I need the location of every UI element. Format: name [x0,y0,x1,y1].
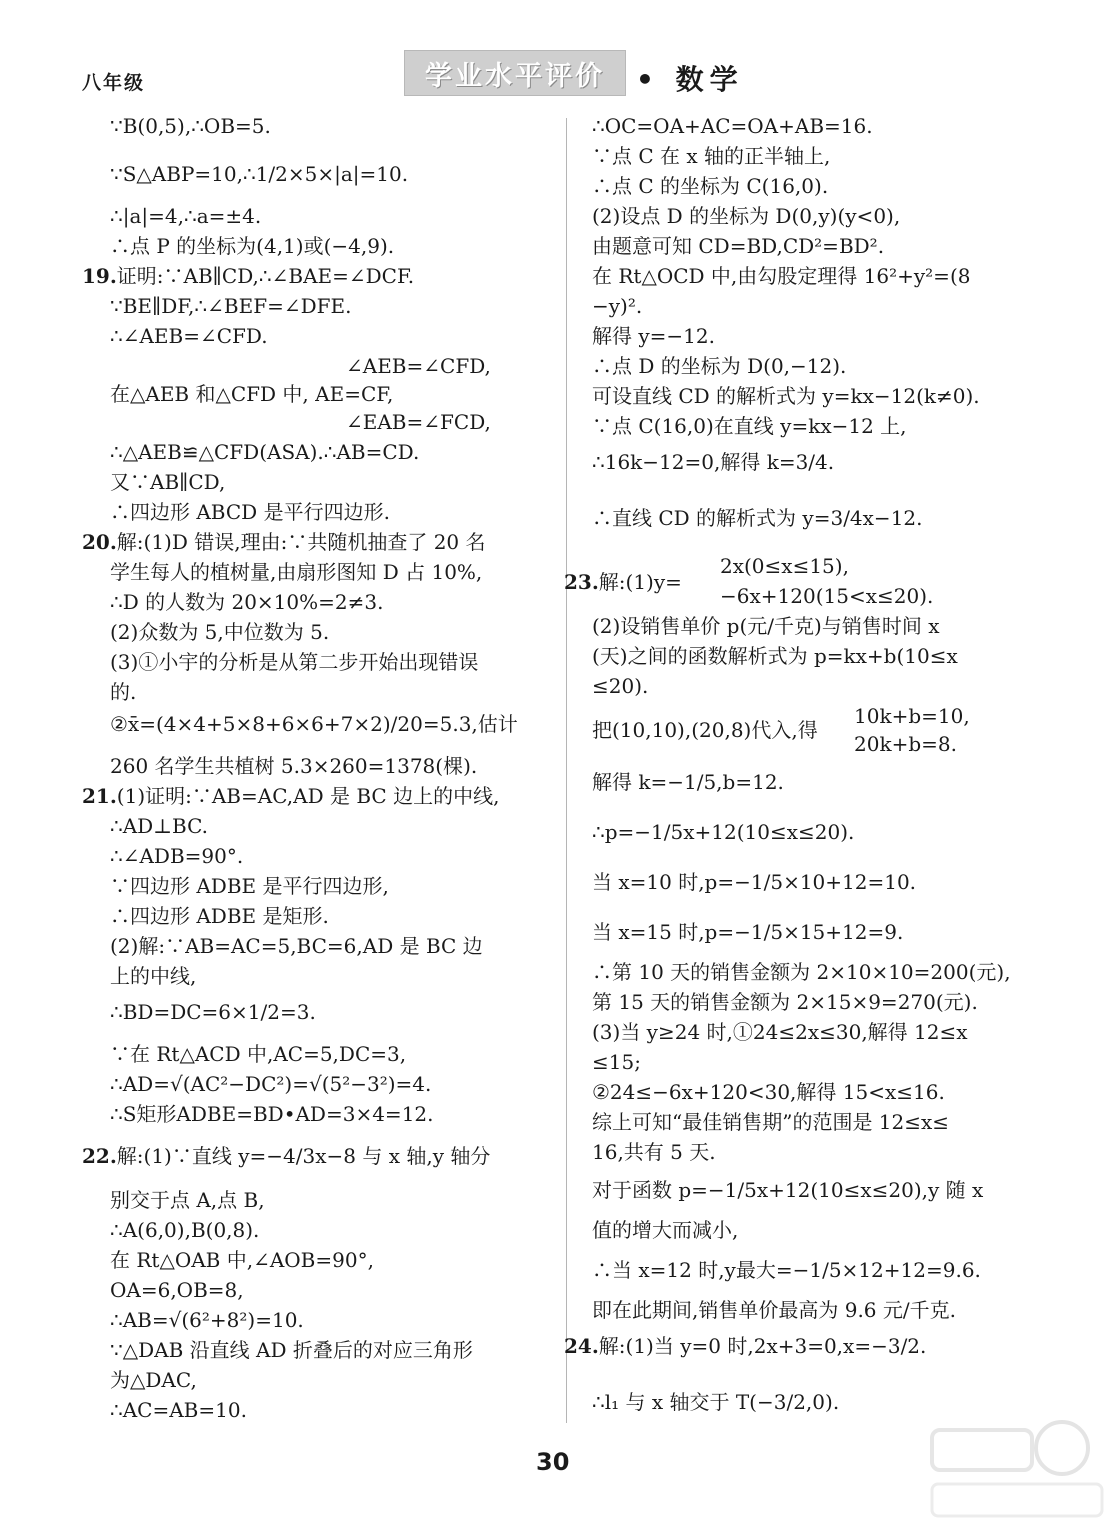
text-line [592,202,900,230]
column-divider [566,118,567,1423]
question-number: 19. [82,264,117,288]
line-text: 学生每人的植树量,由扇形图知 D 占 10%, [110,560,483,584]
line-text: ∴AB=√(6²+8²)=10. [110,1308,304,1332]
line-text: ∴p=−1/5x+12(10≤x≤20). [592,820,855,844]
question-number: 23. [564,570,599,594]
text-line [110,292,351,320]
line-text: ∵S△ABP=10,∴1/2×5×|a|=10. [110,162,409,186]
line-text: ∴S矩形ADBE=BD•AD=3×4=12. [110,1102,434,1126]
line-text: (2)设销售单价 p(元/千克)与销售时间 x [592,614,940,638]
text-line [110,932,483,960]
text-line [110,902,329,930]
line-text: ∴四边形 ADBE 是矩形. [110,904,329,928]
line-text: 10k+b=10, [854,704,970,728]
line-text: 解得 k=−1/5,b=12. [592,770,784,794]
text-line [592,1256,981,1284]
line-text: ∴点 P 的坐标为(4,1)或(−4,9). [110,234,395,258]
text-line [110,1040,406,1068]
text-line [82,1142,490,1170]
question-number: 20. [82,530,117,554]
text-line [592,412,907,440]
text-line [110,202,261,230]
text-line [110,112,271,140]
text-line [720,552,849,580]
text-line [592,672,648,700]
text-line [592,352,846,380]
line-text: ∴△AEB≌△CFD(ASA).∴AB=CD. [110,440,420,464]
line-text: ∵四边形 ADBE 是平行四边形, [110,874,389,898]
text-line [592,958,1011,986]
text-line [592,716,818,744]
question-number: 24. [564,1334,599,1358]
text-line [592,382,980,410]
line-text: −y)². [592,294,643,318]
line-text: ∴点 C 的坐标为 C(16,0). [592,174,829,198]
line-text: 为△DAC, [110,1368,197,1392]
text-line [854,702,970,730]
line-text: 由题意可知 CD=BD,CD²=BD². [592,234,885,258]
question-number: 22. [82,1144,117,1168]
text-line [564,1332,926,1360]
text-line [110,812,208,840]
text-line [110,998,316,1026]
line-text: 20k+b=8. [854,732,957,756]
text-line [82,782,499,810]
text-line [592,1108,949,1136]
line-text: 综上可知“最佳销售期”的范围是 12≤x≤ [592,1110,950,1134]
text-line [110,1186,265,1214]
text-line [592,448,834,476]
text-line [346,408,491,436]
text-line [82,262,414,290]
line-text: 值的增大而减小, [592,1218,739,1242]
line-text: 2x(0≤x≤15), [720,554,849,578]
line-text: 解:(1)∵直线 y=−4/3x−8 与 x 轴,y 轴分 [116,1144,491,1168]
line-text: ∴l₁ 与 x 轴交于 T(−3/2,0). [592,1390,840,1414]
question-number: 21. [82,784,117,808]
line-text: ∵点 C 在 x 轴的正半轴上, [592,144,831,168]
line-text: 当 x=15 时,p=−1/5×15+12=9. [592,920,904,944]
line-text: 解:(1)当 y=0 时,2x+3=0,x=−3/2. [598,1334,927,1358]
line-text: ∴第 10 天的销售金额为 2×10×10=200(元), [592,960,1011,984]
text-line [592,1018,968,1046]
line-text: 16,共有 5 天. [592,1140,716,1164]
text-line [592,1388,839,1416]
grade-label: 八年级 [82,72,146,94]
line-text: ∴直线 CD 的解析式为 y=3/4x−12. [592,506,923,530]
line-text: ∵点 C(16,0)在直线 y=kx−12 上, [592,414,907,438]
text-line [854,730,957,758]
text-line [564,568,682,596]
line-text: 260 名学生共植树 5.3×260=1378(棵). [110,754,478,778]
line-text: ∴A(6,0),B(0,8). [110,1218,260,1242]
text-line [592,322,715,350]
line-text: 又∵AB∥CD, [110,470,226,494]
line-text: (2)解:∵AB=AC=5,BC=6,AD 是 BC 边 [110,934,483,958]
text-line [110,380,393,408]
text-line [110,872,389,900]
text-line [110,710,518,738]
watermark-logo-icon [912,1408,1112,1528]
text-line [110,842,243,870]
line-text: 解:(1)D 错误,理由:∵共随机抽查了 20 名 [116,530,486,554]
text-line [110,322,268,350]
line-text: ∴∠ADB=90°. [110,844,244,868]
text-line [82,528,486,556]
line-text: ∴D 的人数为 20×10%=2≠3. [110,590,384,614]
line-text: (天)之间的函数解析式为 p=kx+b(10≤x [592,644,958,668]
line-text: ②24≤−6x+120<30,解得 15<x≤16. [592,1080,945,1104]
text-line [110,618,329,646]
line-text: 当 x=10 时,p=−1/5×10+12=10. [592,870,917,894]
text-line [592,768,784,796]
line-text: ∴BD=DC=6×1/2=3. [110,1000,316,1024]
line-text: ∴∠AEB=∠CFD. [110,324,268,348]
line-text: ∴AD⊥BC. [110,814,209,838]
line-text: 对于函数 p=−1/5x+12(10≤x≤20),y 随 x [592,1178,984,1202]
line-text: ∴四边形 ABCD 是平行四边形. [110,500,390,524]
text-line [110,1336,473,1364]
text-line [592,292,642,320]
text-line [110,1306,304,1334]
line-text: ∴16k−12=0,解得 k=3/4. [592,450,835,474]
text-line [110,1070,431,1098]
line-text: ∴|a|=4,∴a=±4. [110,204,262,228]
line-text: 即在此期间,销售单价最高为 9.6 元/千克. [592,1298,956,1322]
text-line [592,1216,738,1244]
line-text: 第 15 天的销售金额为 2×15×9=270(元). [592,990,978,1014]
text-line [592,918,903,946]
text-line [110,1100,434,1128]
text-line [110,1366,197,1394]
text-line [592,262,970,290]
text-line [592,988,978,1016]
line-text: 证明:∵AB∥CD,∴∠BAE=∠DCF. [116,264,415,288]
line-text: 把(10,10),(20,8)代入,得 [592,718,818,742]
text-line [592,612,939,640]
text-line [110,1216,259,1244]
text-line [110,468,225,496]
text-line [592,112,873,140]
line-text: ∵BE∥DF,∴∠BEF=∠DFE. [110,294,352,318]
line-text: −6x+120(15<x≤20). [720,584,934,608]
line-text: 解得 y=−12. [592,324,715,348]
line-text: ∴AD=√(AC²−DC²)=√(5²−3²)=4. [110,1072,432,1096]
text-line [110,752,477,780]
line-text: 可设直线 CD 的解析式为 y=kx−12(k≠0). [592,384,980,408]
text-line [592,868,916,896]
line-text: (3)当 y≥24 时,①24≤2x≤30,解得 12≤x [592,1020,968,1044]
line-text: 别交于点 A,点 B, [110,1188,265,1212]
text-line [110,438,419,466]
line-text: ∵△DAB 沿直线 AD 折叠后的对应三角形 [110,1338,473,1362]
line-text: OA=6,OB=8, [110,1278,244,1302]
text-line [110,962,196,990]
text-line [346,352,491,380]
line-text: ②x̄=(4×4+5×8+6×6+7×2)/20=5.3,估计 [110,712,518,736]
line-text: ≤20). [592,674,649,698]
text-line [110,1276,244,1304]
line-text: 上的中线, [110,964,197,988]
line-text: ∴点 D 的坐标为 D(0,−12). [592,354,847,378]
line-text: (2)众数为 5,中位数为 5. [110,620,330,644]
text-line [110,1396,247,1424]
line-text: ∴AC=AB=10. [110,1398,247,1422]
text-line [592,1078,945,1106]
line-text: 在△AEB 和△CFD 中, AE=CF, [110,382,394,406]
text-line [110,160,408,188]
series-banner: 学业水平评价 [404,50,626,96]
line-text: ∵在 Rt△ACD 中,AC=5,DC=3, [110,1042,407,1066]
text-line [592,642,958,670]
line-text: ≤15; [592,1050,641,1074]
line-text: 解:(1)y= [598,570,682,594]
page-number: 30 [536,1448,570,1476]
subject-label: • 数学 [636,63,744,96]
line-text: ∴OC=OA+AC=OA+AB=16. [592,114,873,138]
text-line [110,1246,374,1274]
text-line [592,232,884,260]
line-text: ∴当 x=12 时,y最大=−1/5×12+12=9.6. [592,1258,981,1282]
text-line [592,504,923,532]
text-line [110,588,383,616]
text-line [592,1296,956,1324]
text-line [592,1048,641,1076]
line-text: ∠EAB=∠FCD, [346,410,491,434]
text-line [592,1138,716,1166]
line-text: 在 Rt△OAB 中,∠AOB=90°, [110,1248,374,1272]
line-text: (1)证明:∵AB=AC,AD 是 BC 边上的中线, [116,784,500,808]
text-line [110,498,390,526]
text-line [110,678,136,706]
line-text: (3)①小宇的分析是从第二步开始出现错误 [110,650,479,674]
text-line [720,582,933,610]
text-line [592,142,830,170]
text-line [592,172,828,200]
line-text: 在 Rt△OCD 中,由勾股定理得 16²+y²=(8 [592,264,971,288]
text-line [110,648,478,676]
text-line [592,818,854,846]
line-text: 的. [110,680,137,704]
line-text: ∠AEB=∠CFD, [346,354,491,378]
line-text: ∵B(0,5),∴OB=5. [110,114,271,138]
text-line [592,1176,983,1204]
text-line [110,558,482,586]
line-text: (2)设点 D 的坐标为 D(0,y)(y<0), [592,204,901,228]
text-line [110,232,394,260]
